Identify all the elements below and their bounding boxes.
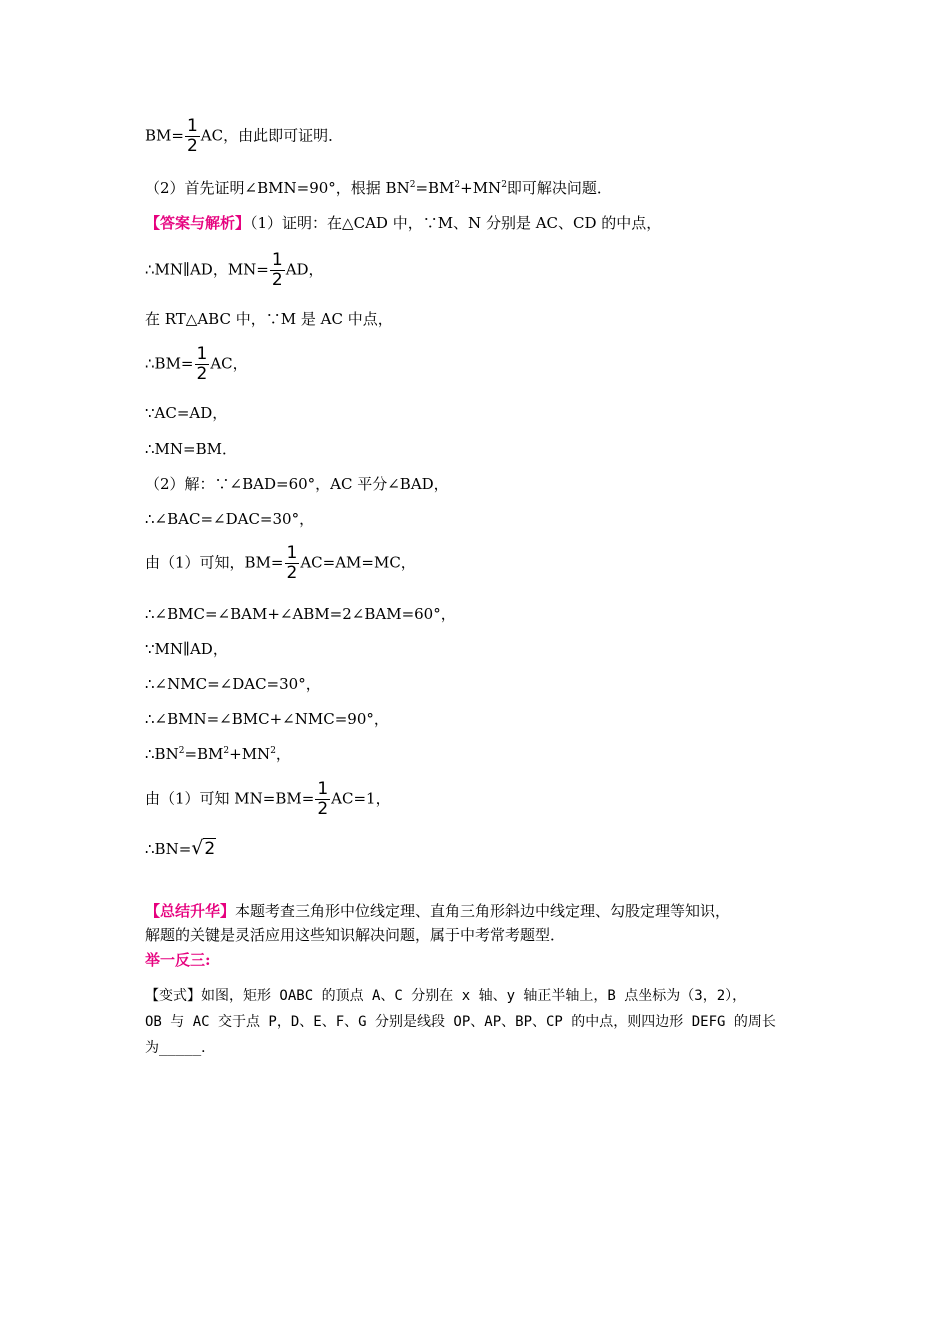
practice-line-1: 【变式】如图，矩形 OABC 的顶点 A、C 分别在 x 轴、y 轴正半轴上，B 点坐标为（3，2）， xyxy=(145,988,747,1004)
fraction-half xyxy=(195,346,210,383)
answer-step-12 xyxy=(145,709,389,729)
text: ∴BM= xyxy=(145,354,194,373)
text: +MN xyxy=(460,179,502,197)
text: 解题的关键是灵活应用这些知识解决问题，属于中考常考题型． xyxy=(145,926,566,944)
text: =BM xyxy=(415,179,455,197)
answer-step-4 xyxy=(145,403,227,423)
text: ∴∠BMC=∠BAM+∠ABM=2∠BAM=60°， xyxy=(145,605,456,623)
text: +MN xyxy=(229,745,271,763)
superscript: 2 xyxy=(178,746,185,756)
answer-step-9 xyxy=(145,604,456,624)
frac-den: 2 xyxy=(196,364,208,384)
hint-line-1 xyxy=(145,118,343,155)
text: 本题考查三角形中位线定理、直角三角形斜边中线定理、勾股定理等知识， xyxy=(235,902,731,920)
superscript: 2 xyxy=(223,746,230,756)
frac-den: 2 xyxy=(286,563,298,583)
text: AC=AM=MC， xyxy=(300,553,416,572)
text: 由（1）可知 MN=BM= xyxy=(145,789,315,808)
sqrt-argument: 2 xyxy=(204,839,216,859)
practice-line-3: 为_____． xyxy=(145,1040,216,1056)
hint-line-2 xyxy=(145,178,612,198)
practice-title xyxy=(145,950,211,970)
answer-step-7 xyxy=(145,509,314,529)
answer-step-8 xyxy=(145,545,416,582)
summary-tag: 【总结升华】 xyxy=(145,902,236,920)
text: （2）解：∵∠BAD=60°，AC 平分∠BAD， xyxy=(145,475,449,493)
practice-problem xyxy=(145,983,810,1061)
fraction-half xyxy=(285,545,300,582)
frac-num: 1 xyxy=(271,250,283,270)
summary-line-2 xyxy=(145,923,810,947)
superscript: 2 xyxy=(270,746,276,756)
answer-step-13 xyxy=(145,744,291,764)
answer-step-1 xyxy=(145,252,324,289)
superscript: 2 xyxy=(409,180,416,190)
answer-tag: 【答案与解析】 xyxy=(145,214,251,232)
answer-intro xyxy=(145,213,661,233)
text: ∴MN=BM． xyxy=(145,440,237,458)
frac-num: 1 xyxy=(317,779,329,799)
text: 由（1）可知，BM= xyxy=(145,553,284,572)
answer-step-3 xyxy=(145,346,248,383)
text: AC，由此即可证明． xyxy=(200,126,344,145)
text: AC， xyxy=(210,354,248,373)
superscript: 2 xyxy=(454,180,461,190)
answer-step-11 xyxy=(145,674,321,694)
answer-step-15 xyxy=(145,838,216,859)
text: BM= xyxy=(145,126,184,145)
frac-den: 2 xyxy=(271,270,283,290)
text: （1）证明：在△CAD 中，∵M、N 分别是 AC、CD 的中点， xyxy=(250,214,662,232)
fraction-half xyxy=(315,781,330,818)
frac-den: 2 xyxy=(317,799,329,819)
text: ∴∠BAC=∠DAC=30°， xyxy=(145,510,315,528)
answer-step-14 xyxy=(145,781,391,818)
text: ∵AC=AD， xyxy=(145,404,228,422)
answer-step-6 xyxy=(145,474,449,494)
sqrt-sign: √ xyxy=(191,837,204,859)
text: AC=1， xyxy=(331,789,391,808)
text: ∴MN∥AD，MN= xyxy=(145,260,269,279)
text: ∴BN= xyxy=(145,840,192,858)
practice-line-2: OB 与 AC 交于点 P，D、E、F、G 分别是线段 OP、AP、BP、CP 的中点，则四边形 DEFG 的周长 xyxy=(145,1014,776,1030)
text: 在 RT△ABC 中，∵M 是 AC 中点， xyxy=(145,310,393,328)
practice-tag: 举一反三: xyxy=(145,951,211,969)
summary-line-1 xyxy=(145,899,810,923)
frac-num: 1 xyxy=(286,543,298,563)
text: ∴∠NMC=∠DAC=30°， xyxy=(145,675,321,693)
text: ∴BN xyxy=(145,745,179,763)
fraction-half xyxy=(270,252,285,289)
superscript: 2 xyxy=(501,180,507,190)
text: ∵MN∥AD， xyxy=(145,640,228,658)
text: =BM xyxy=(184,745,224,763)
fraction-half xyxy=(185,118,200,155)
text: 即可解决问题． xyxy=(506,179,612,197)
frac-num: 1 xyxy=(196,344,208,364)
text: ， xyxy=(275,745,291,763)
answer-step-2 xyxy=(145,309,393,329)
text: AD， xyxy=(285,260,324,279)
answer-step-10 xyxy=(145,639,228,659)
answer-step-5 xyxy=(145,439,237,459)
text: ∴∠BMN=∠BMC+∠NMC=90°， xyxy=(145,710,389,728)
summary-paragraph xyxy=(145,899,810,947)
frac-num: 1 xyxy=(186,116,198,136)
frac-den: 2 xyxy=(186,136,198,156)
text: （2）首先证明∠BMN=90°，根据 BN xyxy=(145,179,410,197)
